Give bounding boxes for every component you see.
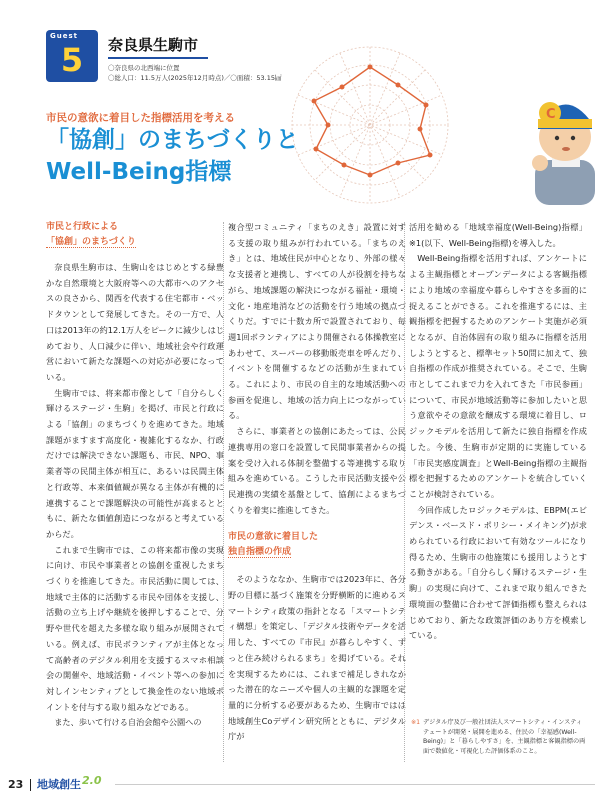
article-kicker: 市民の意欲に着目した指標活用を考える bbox=[46, 112, 235, 124]
radar-illustration bbox=[270, 45, 600, 205]
paragraph: 活用を勧める「地域幸福度(Well-Being)指標」※1(以下、Well-Being指標)を導入した。 bbox=[409, 222, 587, 248]
city-meta-location: 〇奈良県の北西端に位置 bbox=[108, 64, 180, 72]
section-heading-1: 市民と行政による 「協創」のまちづくり bbox=[46, 222, 136, 247]
guest-badge bbox=[46, 30, 98, 82]
city-divider bbox=[108, 57, 208, 59]
mascot-character bbox=[532, 102, 595, 205]
paragraph: また、歩いて行ける自治会館や公園への bbox=[54, 717, 202, 728]
paragraph: これまで生駒市では、この将来都市像の実現に向け、市民や事業者との協創を重視したまちづくりを推進してきた。市民活動に関しては、地域で主体的に活動する市民や団体を支援し、活動の立ち上げや継続を後押しすることで、分野や世代を超えた多様な取り組みが展開されている。例えば、市民ボランティアが主体となって高齢者のデジタル利用を支援するスマホ相談会の開催や、地域活動・イベント等への参加に対しインセンティブとして換金性のない地域ポイントを付与する取り組みなどである。 bbox=[46, 544, 224, 712]
column-divider bbox=[404, 222, 405, 762]
column-2 bbox=[228, 220, 406, 745]
article-title-line1: 「協創」のまちづくりと bbox=[46, 127, 299, 153]
column-1 bbox=[46, 220, 224, 731]
paragraph: さらに、事業者との協創にあたっては、公民連携専用の窓口を設置して民間事業者からの提案を受け入れる体制を整備する等連携する取り組みを進めている。こうした市民活動支援や公民連携の実績を基盤として、協創によるまちづくりを着実に推進してきた。 bbox=[228, 426, 406, 515]
city-meta bbox=[108, 63, 281, 83]
paragraph: 奈良県生駒市は、生駒山をはじめとする緑豊かな自然環境と大阪府等への大都市へのアクセスの良さから、関西を代表する住宅都市・ベッドタウンとして発展してきた。その一方で、人口は2013年の約12.1万人をピークに減少しはじめており、人口減少に伴い、地域社会や行政運営において新たな課題への対応が必要になっている。 bbox=[46, 262, 224, 382]
guest-number: 5 bbox=[60, 41, 84, 79]
footnote-text: デジタル庁及び一般社団法人スマートシティ・インスティテュートが開発・展開を進める、住民の「幸福感(Well-Being)」と「暮らしやすさ」を、主観指標と客観指標の両面で数値化・可視化した評価体系のこと。 bbox=[423, 719, 586, 755]
section-heading-2: 市民の意欲に着目した 独自指標の作成 bbox=[228, 532, 319, 558]
page-number: 23 bbox=[8, 778, 24, 791]
footer-separator bbox=[30, 779, 31, 791]
footnote-mark: ※1 bbox=[411, 719, 421, 726]
paragraph: 複合型コミュニティ「まちのえき」設置に対する支援の取り組みが行われている。「まちのえき」とは、地域住民が中心となり、外部の様々な支援者と連携し、すべての人が役割を持ちながら、地域課題の解決につながる福祉・環境・文化・地産地消などの活動を行う地域の拠点づくりだ。すでに十数カ所で設置されており、毎週1回ボランティアにより開催される体操教室にあわせて、スーパーの移動販売車を呼んだり、イベントを開催するなどの活動が生まれている。これにより、市民の自主的な地域活動への参画を促進し、地域の活力向上につながっている。 bbox=[228, 222, 406, 421]
footnote bbox=[411, 718, 587, 756]
paragraph: そのようななか、生駒市では2023年に、各分野の目標に基づく施策を分野横断的に進めるスマートシティ政策の指針となる「スマートシティ構想」を策定し、「デジタル技術やデータを活用した、すべての『市民』が暮らしやすく、ずっと住み続けられるまち」を掲げている。それを実現するためには、これまで補足しきれなかった潜在的なニーズや個人の主観的な課題を定量的に分析する必要があるため、生駒市ではは地域創生Coデザイン研究所とともに、デジタル庁が bbox=[228, 574, 406, 742]
paragraph: 生駒市では、将来都市像として「自分らしく輝けるステージ・生駒」を掲げ、市民と行政による「協創」のまちづくりを進めてきた。地域課題がますます高度化・複雑化するなか、行政だけでは解決できない課題も、市民、NPO、事業者等の民間主体が相互に、あるいは民間主体と行政等、本来価値観が異なる主体が有機的に連携することで課題解決の可能性が高まるとともに、新たな価値創造につながると考えているからだ。 bbox=[46, 387, 224, 539]
paragraph: 今回作成したロジックモデルは、EBPM(エビデンス・ベースド・ポリシー・メイキング)が求められている行政において有効なツールになり得るため、生駒市の他施策にも援用しようとする動きがある。「自分らしく輝けるステージ・生駒」の実現に向けて、これまで取り組んできた環境面の整備に合わせて評価指標も整えられはじめており、新たな政策評価のあり方を模索している。 bbox=[409, 504, 587, 641]
footer-rule bbox=[115, 784, 595, 785]
column-divider bbox=[223, 222, 224, 762]
city-meta-stats: 〇総人口：11.5万人(2025年12月時点)／〇面積：53.15㎢ bbox=[108, 74, 282, 82]
column-3 bbox=[409, 220, 587, 644]
guest-label: Guest bbox=[50, 32, 78, 40]
magazine-title: 地域創生 bbox=[37, 778, 81, 791]
article-title-line2: Well-Being指標 bbox=[46, 159, 232, 185]
city-name: 奈良県生駒市 bbox=[108, 36, 199, 54]
svg-text:C: C bbox=[546, 107, 556, 122]
magazine-accent: 2.0 bbox=[82, 774, 102, 787]
paragraph: Well-Being指標を活用すれば、アンケートによる主観指標とオープンデータによる客観指標により地域の幸福度や暮らしやすさを多面的に捉えることができる。これを推進するには、主観指標を把握するためのアンケート実施が必須となるが、自治体固有の取り組みに指標を活用しようとすると、標準セット50問に加えて、独自指標の作成が推奨されている。そこで、生駒市としてこれまで力を入れてきた「市民参画」について、市民が地域活動等に参加したいと思う意欲やその意欲を醸成する環境に着目し、ロジックモデルを活用して新たに独自指標を作成した。今後、生駒市が定期的に実施している「市民実感度調査」とWell-Being指標の主観指標を把握するためのアンケートを統合していくことが検討されている。 bbox=[409, 253, 587, 499]
